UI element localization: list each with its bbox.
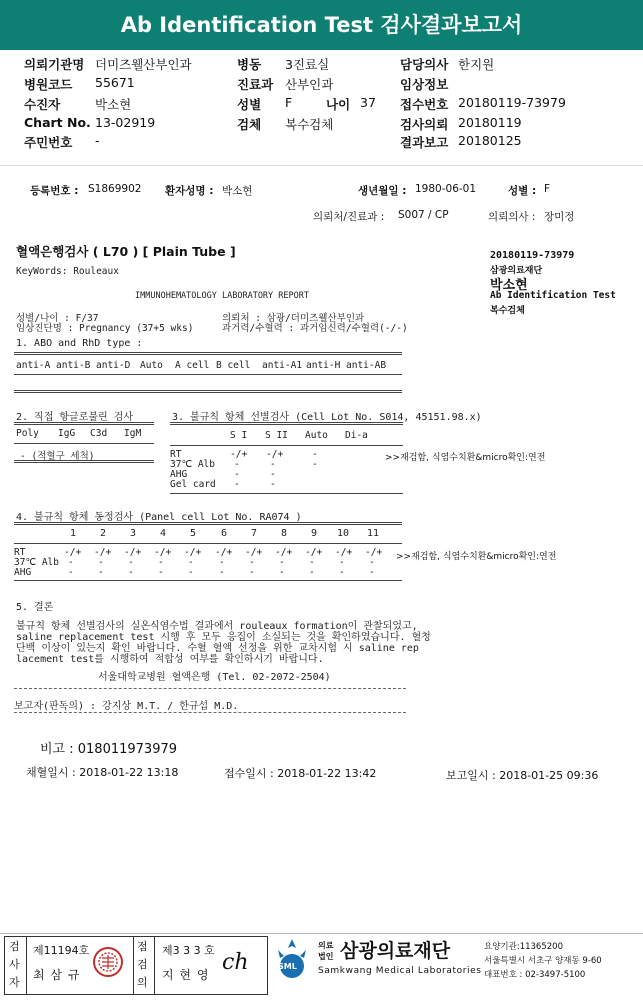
info-label: 수진자 [24,97,61,112]
divider [133,936,134,994]
info-label: 주민번호 [24,135,73,150]
conclusion-line: lacement test를 시행하여 적합성 여부를 확인하시기 바랍니다. [16,654,324,665]
section1-title: 1. ABO and RhD type : [16,338,143,349]
pname-value: 박소현 [222,185,253,197]
sex-label: 성별 : [508,185,537,197]
screen-header: S I [230,430,248,441]
screen-cell: - [234,469,240,480]
panel-result: -/+ [124,547,142,558]
info-label: 병동 [237,57,262,72]
stamp-line: Ab Identification Test [490,290,616,301]
screen-cell: -/+ [266,449,284,460]
note: 비고 : 018011973979 [40,742,178,757]
panel-result: - [309,557,315,568]
panel-row-label: 37℃ Alb [14,557,59,568]
rule [170,493,403,494]
test-title: 혈액은행검사 ( L70 ) [ Plain Tube ] [16,244,236,259]
panel-cell-number: 5 [190,528,197,539]
conclusion-line: 불규칙 항체 선별검사의 실온식염수법 결과에서 rouleaux formation이 관찰되었고, [16,621,418,632]
panel-cell-number: 3 [130,528,137,539]
rule [14,460,154,463]
corp-name: 삼광의료재단 [340,940,451,962]
screen-row-label: 37℃ Alb [170,459,215,470]
requester: 의뢰처 : 삼광/더미즈웰산부인과 [222,313,365,324]
info-value: 13-02919 [95,115,156,130]
screen-cell: -/+ [230,449,248,460]
panel-cell-number: 7 [251,528,258,539]
info-value: 복수검체 [285,117,334,132]
info-label: 임상정보 [400,77,449,92]
panel-result: - [98,557,104,568]
rule [14,390,402,393]
screen-cell: - [270,469,276,480]
panel-cell-number: 8 [281,528,288,539]
report-title: Ab Identification Test 검사결과보고서 [0,0,643,50]
section4-title: 4. 불규칙 항체 동정검사 (Panel cell Lot No. RA074 ) [16,512,302,523]
dat-header: Poly [16,428,39,439]
panel-result: - [339,557,345,568]
panel-result: - [68,557,74,568]
screen-row-label: Gel card [170,479,216,490]
divider [0,165,643,166]
label-char: 자 [9,976,20,989]
pname-label: 환자성명 : [165,185,214,197]
info-value: 55671 [95,75,135,90]
info-value: 3진료실 [285,57,330,72]
info-value: 더미즈웰산부인과 [95,57,192,72]
section5-title: 5. 결론 [16,602,54,613]
rule [14,580,402,581]
panel-row-label: AHG [14,567,32,578]
rule [14,422,154,425]
corp-address: 서울특별시 서초구 양재동 9-60 [484,956,602,966]
panel-result: - [279,557,285,568]
info-label: 진료과 [237,77,274,92]
seal-icon [92,946,124,978]
corp-code: 요양기관:11365200 [484,942,563,952]
history: 과거력/수혈력 : 과거임신력/수혈력(-/-) [222,323,408,334]
screen-row-label: RT [170,449,182,460]
panel-cell-number: 1 [70,528,77,539]
info-label: 결과보고 [400,135,449,150]
doctor-license: 제3 3 3 호 [162,944,215,957]
panel-result: - [68,567,74,578]
rule [14,522,402,525]
info-value: 한지원 [458,57,495,72]
panel-cell-number: 10 [337,528,350,539]
panel-result: -/+ [305,547,323,558]
doc-value: 장미정 [544,211,575,223]
stamp-line: 20180119-73979 [490,250,575,261]
report-datetime: 보고일시 : 2018-01-25 09:36 [446,769,599,782]
sex-age: 성별/나이 : F/37 [16,313,99,324]
doc-label: 의뢰의사 : [488,211,536,223]
rule [14,712,406,713]
corp-en-name: Samkwang Medical Laboratories [318,966,482,976]
abo-header: anti-A [16,360,51,371]
sex-value: F [544,183,551,195]
conclusion-line: saline replacement test 시행 후 모두 응집이 소실되는 것을 확인하였습니다. 혈청 [16,632,431,643]
info-value: 20180119-73979 [458,95,566,110]
panel-cell-number: 2 [100,528,107,539]
panel-result: - [219,557,225,568]
screen-row-label: AHG [170,469,188,480]
sml-logo-icon [270,936,314,980]
stamp-line: 박소현 [490,278,528,293]
reg-label: 등록번호 : [30,185,79,197]
collect-datetime: 채혈일시 : 2018-01-22 13:18 [26,766,179,779]
divider [26,936,27,994]
abo-header: anti-H [306,360,341,371]
label-char: 검 [137,958,148,971]
rule [14,374,402,375]
panel-result: - [128,567,134,578]
dat-header: IgG [58,428,76,439]
info-label: 나이 [326,97,351,112]
divider [0,933,643,934]
screen-cell: - [234,479,240,490]
panel-result: - [158,567,164,578]
receive-datetime: 접수일시 : 2018-01-22 13:42 [224,767,377,780]
panel-cell-number: 11 [367,528,380,539]
clinical-dx: 임상진단명 : Pregnancy (37+5 wks) [16,323,194,334]
dob-value: 1980-06-01 [415,183,477,195]
reg-value: S1869902 [88,183,142,195]
panel-result: -/+ [94,547,112,558]
screen-header: Di-a [345,430,368,441]
screen-cell: - [270,459,276,470]
panel-result: - [369,557,375,568]
lab-title: IMMUNOHEMATOLOGY LABORATORY REPORT [135,291,309,301]
info-value: 37 [360,95,376,110]
info-label: 의뢰기관명 [24,57,85,72]
panel-row-label: RT [14,547,26,558]
panel-cell-number: 4 [160,528,167,539]
panel-result: - [98,567,104,578]
info-value: 20180119 [458,115,522,130]
panel-result: - [128,557,134,568]
section2-title: 2. 직접 항글로불린 검사 [16,412,134,423]
stamp-line: 삼광의료재단 [490,266,543,276]
dat-result: - (적혈구 세척) [20,451,95,462]
info-label: 병원코드 [24,77,73,92]
rule [14,443,154,444]
panel-note: >>재검함, 식염수치환&micro확인:연전 [396,552,557,562]
info-value: 산부인과 [285,77,334,92]
rule [14,543,402,544]
panel-result: -/+ [215,547,233,558]
dept-label: 의뢰처/진료과 : [313,211,385,223]
screen-cell: - [312,449,318,460]
doctor-name: 지 현 영 [162,968,210,982]
panel-result: - [279,567,285,578]
abo-header: Auto [140,360,163,371]
abo-header: anti-B [56,360,91,371]
panel-cell-number: 6 [221,528,228,539]
info-value: 20180125 [458,133,522,148]
screen-cell: - [234,459,240,470]
reporter: 보고자(판독의) : 강지상 M.T. / 한규섭 M.D. [14,701,239,712]
panel-result: - [249,567,255,578]
doctor-signature: ch [222,950,249,975]
panel-result: - [188,567,194,578]
abo-header: anti-AB [346,360,387,371]
panel-result: -/+ [245,547,263,558]
panel-result: -/+ [184,547,202,558]
section3-title: 3. 불규칙 항체 선별검사 (Cell Lot No. S014, 45151.98.x) [172,412,482,423]
info-label: 접수번호 [400,97,449,112]
label-char: 사 [9,958,20,971]
abo-header: B cell [216,360,251,371]
dat-header: C3d [90,428,108,439]
info-label: 검체 [237,117,262,132]
screen-header: S II [265,430,288,441]
panel-result: - [219,567,225,578]
panel-result: - [249,557,255,568]
corp-type-1: 의료 [318,941,334,950]
corp-type-2: 법인 [318,952,334,961]
rule [170,445,403,446]
divider [154,936,155,994]
dat-header: IgM [124,428,142,439]
info-value: - [95,133,100,148]
rule [170,422,403,425]
info-value: F [285,95,293,110]
abo-header: anti-D [96,360,131,371]
panel-cell-number: 9 [311,528,318,539]
dob-label: 생년월일 : [358,185,407,197]
abo-header: anti-A1 [262,360,303,371]
screen-note: >>재검함, 식염수치환&micro확인:연전 [385,453,546,463]
panel-result: -/+ [154,547,172,558]
info-label: Chart No. [24,115,91,130]
hospital-line: 서울대학교병원 혈액은행 (Tel. 02-2072-2504) [98,672,331,683]
tester-license: 제11194호 [33,944,90,957]
info-label: 담당의사 [400,57,449,72]
panel-result: -/+ [275,547,293,558]
corp-phone: 대표번호 : 02-3497-5100 [484,970,586,980]
dept-value: S007 / CP [398,209,449,221]
tester-name: 최 삼 규 [33,968,81,982]
panel-result: - [339,567,345,578]
label-char: 검 [9,940,20,953]
stamp-line: 복수검체 [490,306,525,316]
panel-result: - [309,567,315,578]
rule [14,688,406,689]
abo-header: A cell [175,360,210,371]
screen-cell: - [270,479,276,490]
screen-header: Auto [305,430,328,441]
info-label: 성별 [237,97,262,112]
panel-result: -/+ [335,547,353,558]
rule [14,352,402,355]
keywords: KeyWords: Rouleaux [16,266,119,277]
info-value: 박소현 [95,97,132,112]
panel-result: - [188,557,194,568]
panel-result: - [369,567,375,578]
info-label: 검사의뢰 [400,117,449,132]
conclusion-line: 단백 이상이 있는지 확인 바랍니다. 수혈 혈액 선정을 위한 교차시험 시 saline rep [16,643,419,654]
panel-result: -/+ [64,547,82,558]
screen-cell: - [312,459,318,470]
label-char: 점 [137,940,148,953]
sml-logo-text: SML [278,962,297,971]
panel-result: - [158,557,164,568]
panel-result: -/+ [365,547,383,558]
label-char: 의 [137,976,148,989]
